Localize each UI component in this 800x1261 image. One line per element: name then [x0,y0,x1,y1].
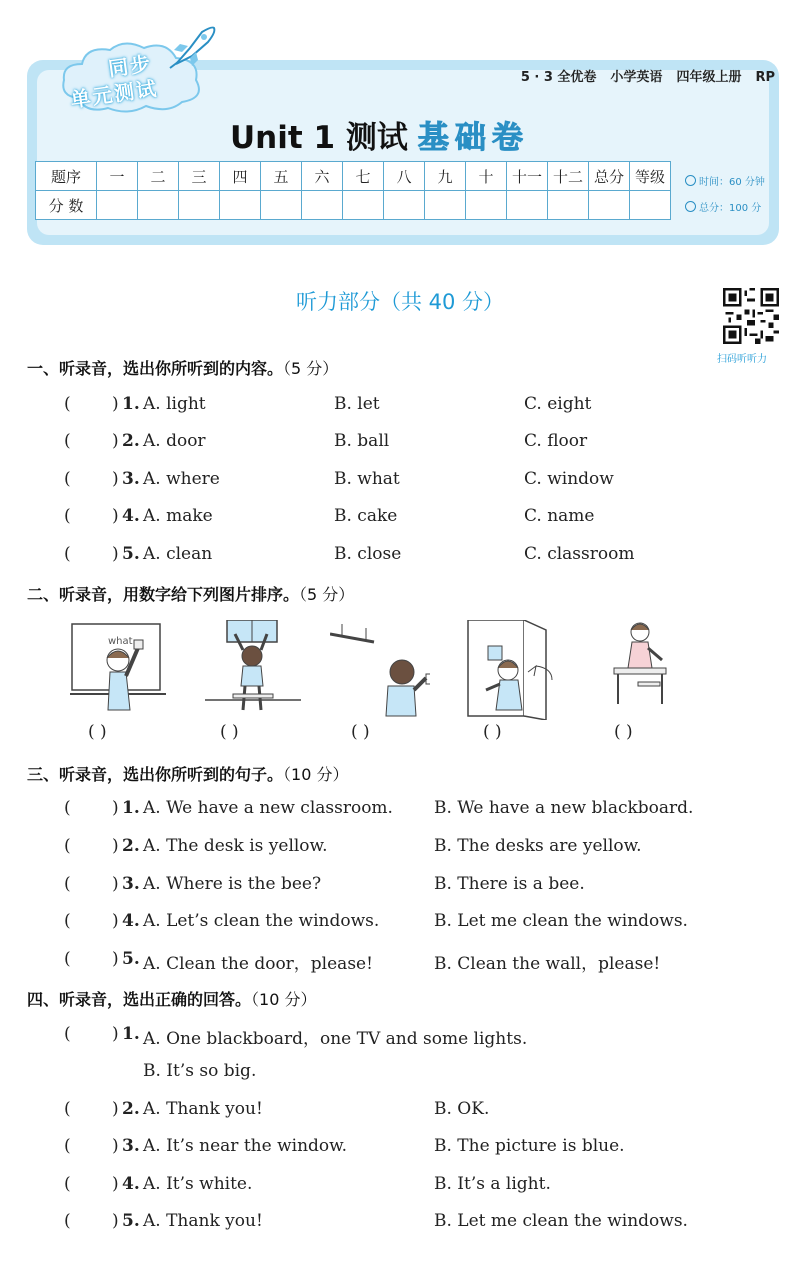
section1-title [27,356,338,379]
question-number: 2. [122,1099,140,1119]
section4-points: （10 分） [251,990,317,1009]
option-a: A. Where is the bee? [143,874,322,894]
score-cell: 十 [466,162,507,191]
section3-points: （10 分） [283,765,349,784]
option-b: B. OK. [434,1099,490,1119]
page-title [230,112,529,157]
score-cell: 一 [97,162,138,191]
answer-paren-left[interactable]: ( [64,1211,71,1231]
option-a: A. One blackboard，one TV and some lights. [143,1029,528,1049]
option-c: C. eight [524,394,592,414]
answer-paren-right: ) [112,1174,119,1194]
section3-heading: 三、听录音，选出你所听到的句子。 [27,765,284,784]
time-label: 时间：60 分钟 [699,177,765,188]
option-b: B. The picture is blue. [434,1136,625,1156]
question-number: 4. [122,506,140,526]
picture-answer-paren[interactable]: ( ) [483,722,502,742]
answer-paren-right: ) [112,874,119,894]
question-number: 5. [122,544,140,564]
score-input-cell[interactable] [220,191,261,220]
section4-title [27,987,316,1010]
score-cell: 总分 [589,162,630,191]
title-accent: 基础卷 [417,120,529,156]
answer-paren-left[interactable]: ( [64,544,71,564]
qr-label: 扫码听听力 [717,354,767,365]
clock-icon [685,175,696,186]
section1-heading: 一、听录音，选出你所听到的内容。 [27,359,284,378]
badge-line2: 单元测试 [68,75,160,112]
answer-paren-right: ) [112,544,119,564]
option-b: B. ball [334,431,390,451]
score-cell: 五 [261,162,302,191]
answer-paren-left[interactable]: ( [64,1136,71,1156]
answer-paren-right: ) [112,911,119,931]
option-b: B. The desks are yellow. [434,836,642,856]
question-number: 2. [122,836,140,856]
section4-heading: 四、听录音，选出正确的回答。 [27,990,252,1009]
picture-clean-window [205,620,305,720]
answer-paren-left[interactable]: ( [64,1024,71,1044]
score-input-cell[interactable] [302,191,343,220]
score-cell: 七 [343,162,384,191]
answer-paren-right: ) [112,506,119,526]
question-number: 3. [122,874,140,894]
question-number: 1. [122,798,140,818]
option-b: B. Clean the wall，please! [434,954,661,974]
option-a: A. The desk is yellow. [143,836,328,856]
option-c: C. floor [524,431,588,451]
total-info [685,199,761,214]
score-cell: 十一 [507,162,548,191]
blackboard-text: what [108,636,133,647]
score-table [35,161,671,220]
question-number: 3. [122,1136,140,1156]
section1-points: （5 分） [283,359,339,378]
answer-paren-right: ) [112,1099,119,1119]
answer-paren-right: ) [112,394,119,414]
option-b: B. what [334,469,400,489]
answer-paren-left[interactable]: ( [64,798,71,818]
option-a: A. clean [143,544,213,564]
answer-paren-left[interactable]: ( [64,874,71,894]
series-subject: 小学英语 [610,70,663,85]
time-info [685,173,765,188]
answer-paren-left[interactable]: ( [64,1174,71,1194]
answer-paren-left[interactable]: ( [64,836,71,856]
option-b: B. cake [334,506,398,526]
score-cell: 六 [302,162,343,191]
option-b: B. It’s a light. [434,1174,551,1194]
option-b: B. Let me clean the windows. [434,911,688,931]
score-cell: 十二 [548,162,589,191]
question-number: 1. [122,394,140,414]
badge-line1: 同步 [106,51,154,81]
option-a: A. It’s white. [143,1174,253,1194]
title-main: Unit 1 测试 [230,120,408,156]
score-cell: 九 [425,162,466,191]
option-b: B. let [334,394,380,414]
series-name: 5 · 3 全优卷 [520,70,597,85]
qr-code-icon[interactable] [723,288,779,344]
score-row-label: 分 数 [36,191,97,220]
answer-paren-right: ) [112,469,119,489]
answer-paren-left[interactable]: ( [64,949,71,969]
score-input-cell[interactable] [261,191,302,220]
question-number: 5. [122,1211,140,1231]
picture-answer-paren[interactable]: ( ) [220,722,239,742]
answer-paren-right: ) [112,949,119,969]
score-input-cell[interactable] [466,191,507,220]
score-input-cell[interactable] [425,191,466,220]
score-table-header-row [36,162,671,191]
option-a: A. where [143,469,220,489]
option-a: A. light [143,394,206,414]
answer-paren-right: ) [112,431,119,451]
option-a: A. make [143,506,213,526]
score-cell: 八 [384,162,425,191]
option-b: B. It’s so big. [143,1061,257,1081]
answer-paren-left[interactable]: ( [64,431,71,451]
check-icon [685,201,696,212]
picture-answer-paren[interactable]: ( ) [351,722,370,742]
option-a: A. It’s near the window. [143,1136,348,1156]
picture-close-door [466,620,566,720]
score-cell: 三 [179,162,220,191]
option-c: C. window [524,469,614,489]
option-c: C. classroom [524,544,635,564]
rocket-icon [168,24,218,70]
score-input-cell[interactable] [138,191,179,220]
score-cell: 题序 [36,162,97,191]
score-table-score-row [36,191,671,220]
answer-paren-right: ) [112,1211,119,1231]
score-input-cell[interactable] [384,191,425,220]
section2-title [27,582,354,605]
score-input-cell[interactable] [179,191,220,220]
option-a: A. door [143,431,206,451]
score-cell: 四 [220,162,261,191]
picture-clean-blackboard [70,620,170,720]
picture-clean-desk [600,620,700,720]
question-number: 1. [122,1024,140,1044]
question-number: 4. [122,1174,140,1194]
option-a: A. Thank you! [143,1099,263,1119]
question-number: 4. [122,911,140,931]
question-number: 5. [122,949,140,969]
option-a: A. Clean the door，please! [143,954,373,974]
section2-heading: 二、听录音，用数字给下列图片排序。 [27,585,300,604]
option-b: B. There is a bee. [434,874,585,894]
total-label: 总分：100 分 [699,203,762,214]
option-c: C. name [524,506,595,526]
option-b: B. close [334,544,402,564]
score-cell: 二 [138,162,179,191]
series-grade: 四年级上册 [676,70,742,85]
answer-paren-left[interactable]: ( [64,469,71,489]
option-a: A. Let’s clean the windows. [143,911,380,931]
option-b: B. Let me clean the windows. [434,1211,688,1231]
score-input-cell[interactable] [507,191,548,220]
answer-paren-left[interactable]: ( [64,394,71,414]
section2-points: （5 分） [299,585,355,604]
score-input-cell[interactable] [97,191,138,220]
answer-paren-left[interactable]: ( [64,506,71,526]
series-info [507,66,775,85]
score-input-cell[interactable] [630,191,671,220]
answer-paren-right: ) [112,1136,119,1156]
question-number: 2. [122,431,140,451]
picture-answer-paren[interactable]: ( ) [88,722,107,742]
listening-part-title: 听力部分（共 40 分） [295,290,505,314]
answer-paren-right: ) [112,798,119,818]
series-edition: RP [755,70,775,85]
picture-answer-paren[interactable]: ( ) [614,722,633,742]
option-b: B. We have a new blackboard. [434,798,694,818]
picture-turn-on-light [330,620,430,720]
answer-paren-left[interactable]: ( [64,1099,71,1119]
answer-paren-left[interactable]: ( [64,911,71,931]
score-input-cell[interactable] [589,191,630,220]
question-number: 3. [122,469,140,489]
section3-title [27,762,348,785]
option-a: A. We have a new classroom. [143,798,393,818]
answer-paren-right: ) [112,836,119,856]
option-a: A. Thank you! [143,1211,263,1231]
score-input-cell[interactable] [548,191,589,220]
answer-paren-right: ) [112,1024,119,1044]
score-input-cell[interactable] [343,191,384,220]
score-cell: 等级 [630,162,671,191]
